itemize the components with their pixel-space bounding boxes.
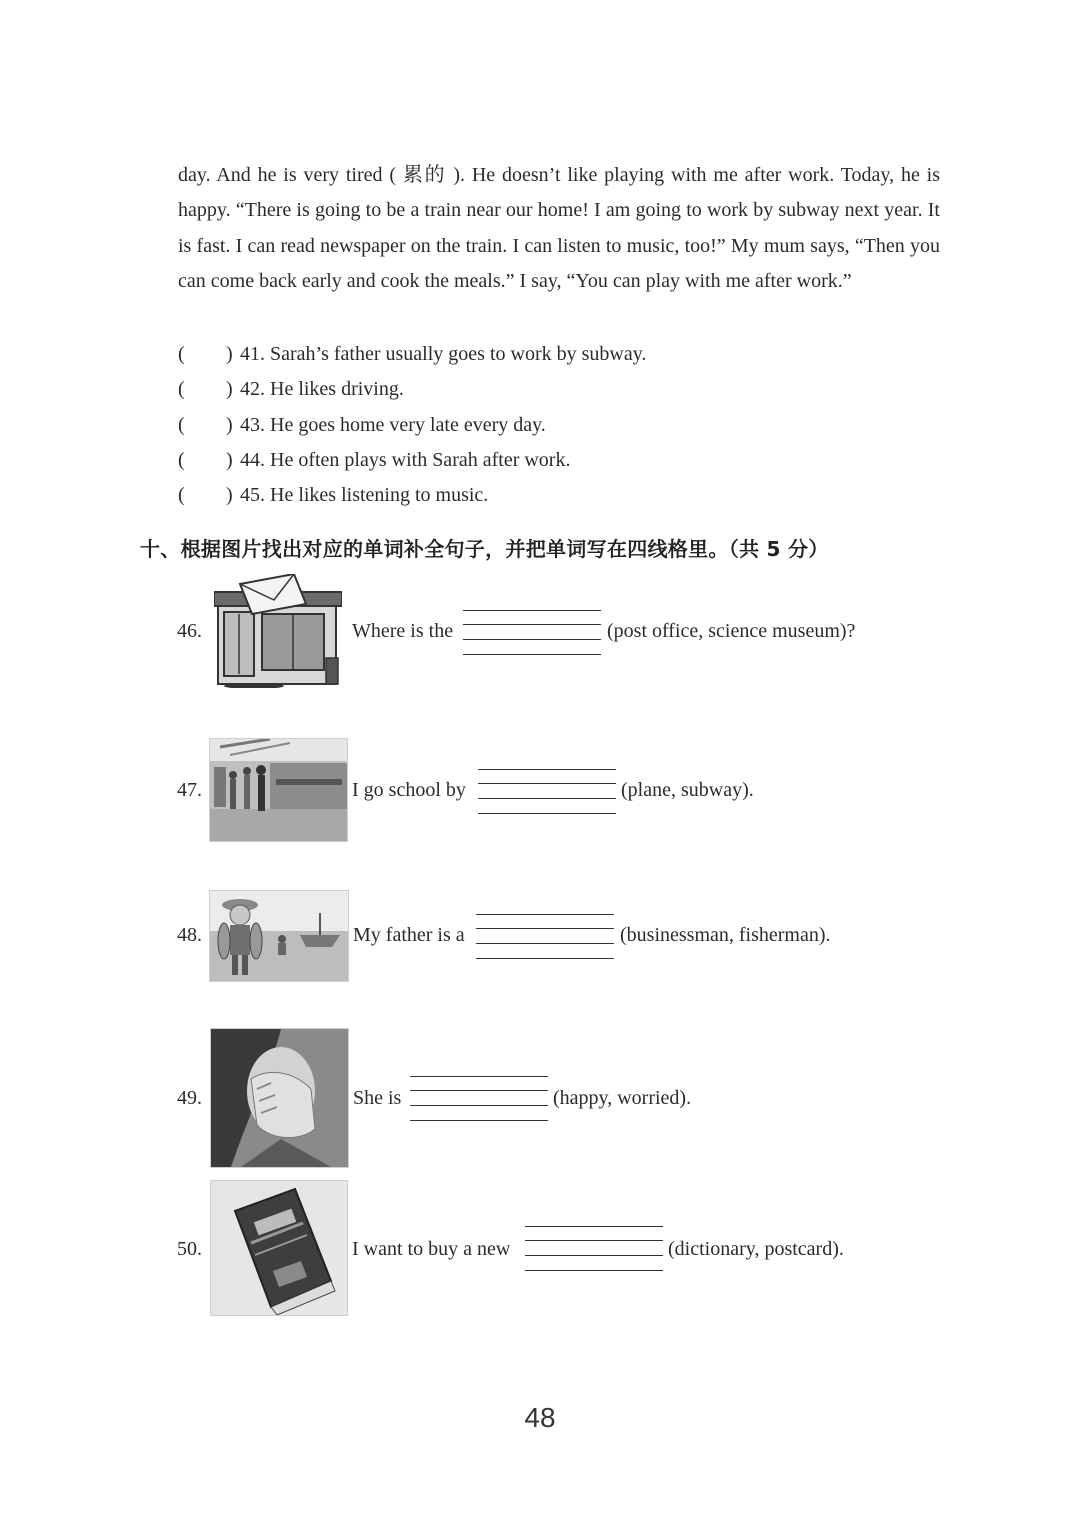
sentence-start: She is [353,1087,402,1109]
item-number: 49. [177,1087,202,1109]
item-number: 46. [177,620,202,642]
sentence-start: I want to buy a new [352,1238,511,1260]
subway-station-picture [209,738,348,842]
reading-passage [178,158,940,299]
word-options: (post office, science museum)? [607,620,856,642]
question-text: 45. He likes listening to music. [240,484,489,507]
answer-paren-open[interactable]: ( [178,448,185,471]
worried-girl-picture [210,1028,349,1168]
question-text: 41. Sarah’s father usually goes to work by subway. [240,343,647,365]
answer-four-line-box[interactable] [478,769,616,815]
question-text: 43. He goes home very late every day. [240,413,546,436]
question-41 [178,337,938,372]
answer-paren-close: ) [226,343,233,365]
sentence-start: My father is a [353,924,465,946]
answer-paren-close: ) [226,448,233,471]
answer-paren-close: ) [226,484,233,507]
word-options: (happy, worried). [553,1087,692,1109]
answer-paren-close: ) [226,378,233,401]
question-43 [178,408,938,443]
word-options: (businessman, fisherman). [620,924,831,946]
sentence-start: I go school by [352,779,466,801]
fill-item-46 [0,574,1080,694]
item-number: 48. [177,924,202,946]
item-number: 50. [177,1238,202,1260]
fisherman-picture [209,890,349,982]
question-text: 42. He likes driving. [240,378,404,401]
section-title: 十、根据图片找出对应的单词补全句子，并把单词写在四线格里。（共 5 分） [140,537,829,561]
page-number: 48 [524,1402,556,1433]
question-45 [178,478,938,513]
dictionary-picture [210,1180,348,1316]
answer-four-line-box[interactable] [525,1226,663,1272]
answer-paren-close: ) [226,413,233,436]
question-text: 44. He often plays with Sarah after work. [240,448,571,471]
answer-four-line-box[interactable] [463,610,601,656]
question-42 [178,372,938,407]
fill-item-49 [0,1028,1080,1168]
answer-paren-open[interactable]: ( [178,484,185,507]
passage-text: day. And he is very tired ( 累的 ). He doesn’t like playing with me after work. Today, he is happy. “There is going to be a train near our home! I am going to work by subway next year. It is fast. I can read newspaper on the train. I can listen to music, too!” My mum says, “Then you can come back early and cook the meals.” I say, “You can play with me after work.” [178,164,940,292]
word-options: (plane, subway). [621,779,754,801]
answer-paren-open[interactable]: ( [178,378,185,401]
answer-paren-open[interactable]: ( [178,413,185,436]
answer-paren-open[interactable]: ( [178,343,185,365]
sentence-start: Where is the [352,620,454,642]
fill-item-50 [0,1180,1080,1316]
answer-four-line-box[interactable] [476,914,614,960]
word-options: (dictionary, postcard). [668,1238,844,1260]
answer-four-line-box[interactable] [410,1076,548,1122]
question-44 [178,443,938,478]
true-false-questions [178,337,938,513]
item-number: 47. [177,779,202,801]
fill-item-47 [0,736,1080,842]
fill-item-48 [0,888,1080,982]
post-office-picture [214,574,342,688]
